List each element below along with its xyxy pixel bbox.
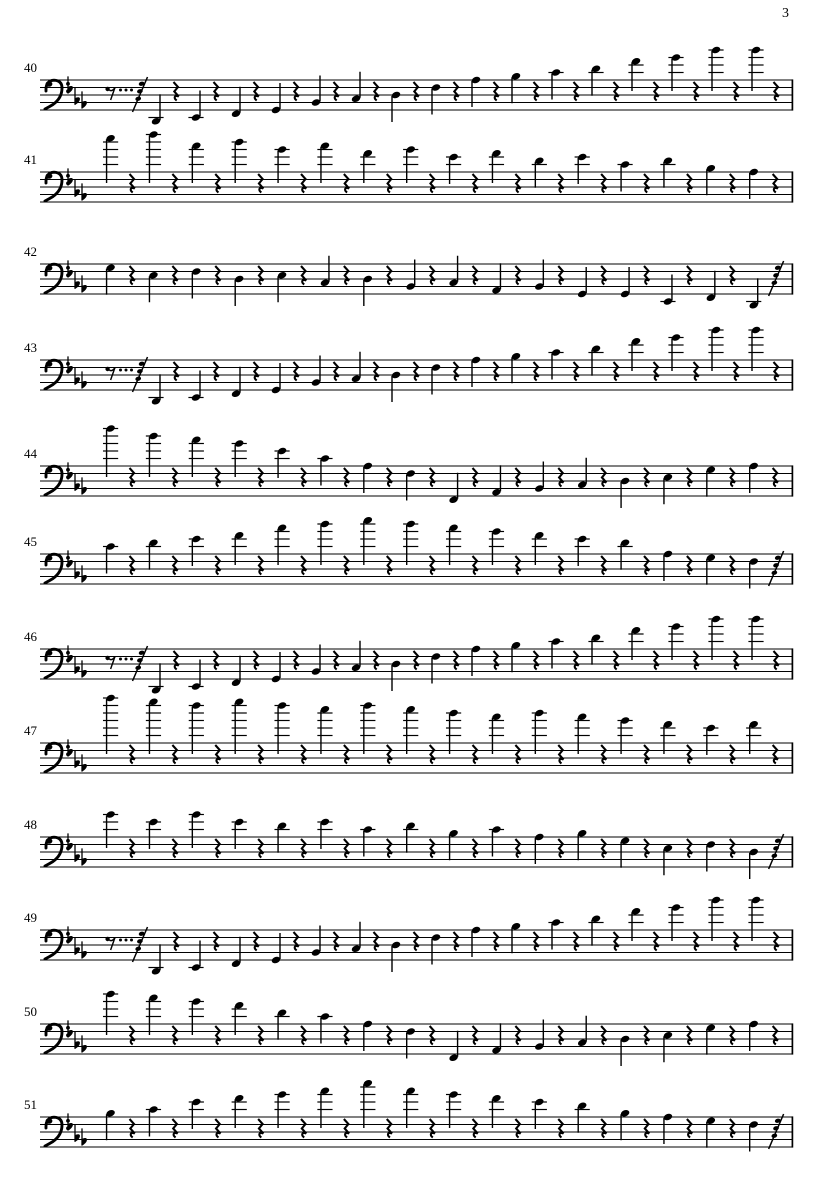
- measure-number: 41: [24, 152, 37, 167]
- staff-system-50: [24, 990, 793, 1066]
- staff-system-48: [24, 810, 793, 879]
- measure-number: 46: [24, 629, 37, 644]
- measure-number: 45: [24, 534, 37, 549]
- staff-system-45: [24, 516, 793, 589]
- measure-number: 44: [24, 446, 37, 461]
- staff-system-42: [24, 244, 793, 310]
- staff-system-41: [24, 130, 793, 203]
- measure-number: 40: [24, 60, 37, 75]
- staff-system-49: [24, 896, 793, 976]
- staff-system-46: [24, 615, 793, 695]
- measure-number: 43: [24, 340, 37, 355]
- measure-number: 51: [24, 1097, 37, 1112]
- staff-system-47: [24, 694, 793, 774]
- measure-number: 42: [24, 244, 37, 259]
- measure-number: 48: [24, 817, 37, 832]
- measure-number: 49: [24, 910, 37, 925]
- staff-system-51: [24, 1079, 793, 1152]
- staff-system-44: [24, 424, 793, 508]
- measure-number: 50: [24, 1004, 37, 1019]
- staff-system-40: [24, 46, 793, 126]
- page-number: 3: [782, 6, 789, 21]
- staff-system-43: [24, 326, 793, 406]
- measure-number: 47: [24, 723, 37, 738]
